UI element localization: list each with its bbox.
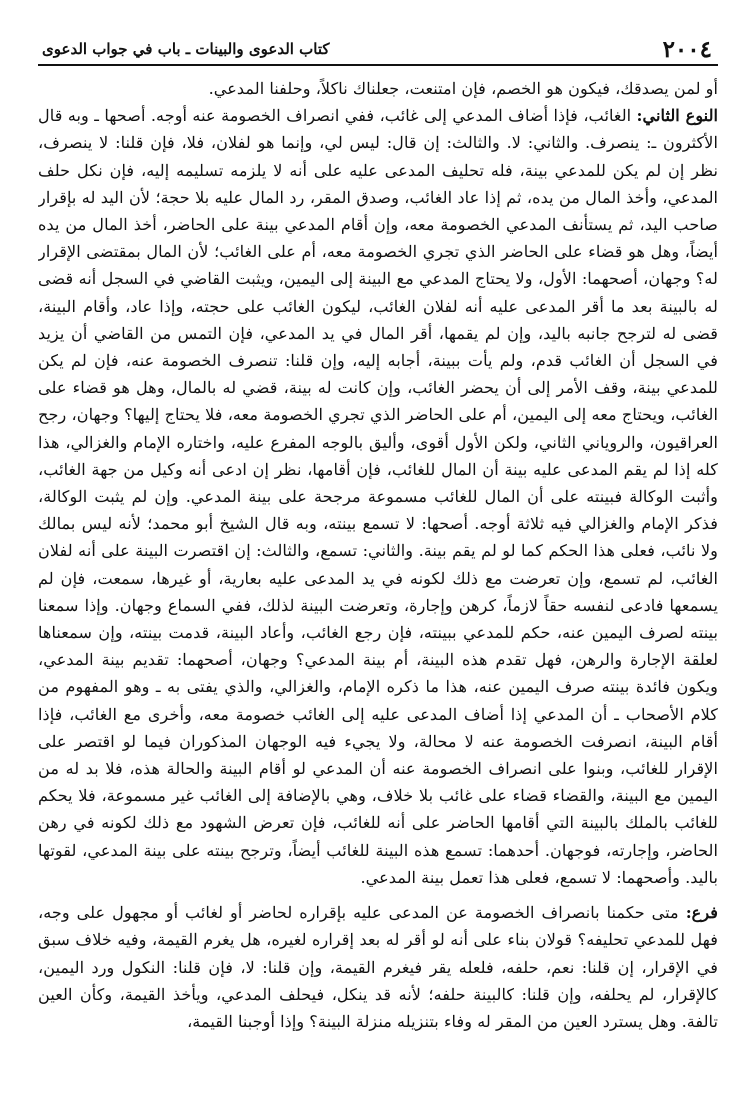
main-text xyxy=(38,75,718,1035)
branch-heading: فرع: xyxy=(685,903,718,923)
section-heading-second-type: النوع الثاني: xyxy=(636,106,718,126)
page-number: ٢٠٠٤ xyxy=(662,36,712,63)
paragraph-2 xyxy=(38,102,718,891)
chapter-title: كتاب الدعوى والبينات ـ باب في جواب الدعوى xyxy=(42,40,330,58)
paragraph-3-text: متى حكمنا بانصراف الخصومة عن المدعى عليه بإقراره لحاضر أو لغائب أو مجهول على وجه، فهل للمدعي تحليفه؟ قولان بناء على أنه لو أقر له بعد إقراره لغيره، هل يغرم القيمة، وفيه خلاف سبق في الإقرار، إن قلنا: نعم، حلفه، فلعله يقر فيغرم القيمة، وإن قلنا: لا، فإن قلنا: النكول ورد اليمين، كالإقرار، لم يحلفه، وإن قلنا: كالبينة حلفه؛ لأنه قد ينكل، فيحلف المدعي، ويأخذ القيمة، وكأن العين تالفة. وهل يسترد العين من المقر له وفاء بتنزيله منزلة البينة؟ وإذا أوجبنا القيمة، xyxy=(38,903,718,1031)
book-page xyxy=(38,34,718,1089)
paragraph-1: أو لمن يصدقك، فيكون هو الخصم، فإن امتنعت، جعلناك ناكلاً، وحلفنا المدعي. xyxy=(208,79,718,98)
paragraph-2-text: الغائب، فإذا أضاف المدعي إلى غائب، ففي انصراف الخصومة عنه أوجه. أصحها ـ وبه قال الأكثرون ـ: ينصرف. والثاني: لا. والثالث: إن قال: ليس لي، وإنما هو لفلان، فلا، فإن قلنا: لا ينصرف، نظر إن لم يكن للمدعي بينة، فله تحليف المدعى عليه على أنه لا يلزمه تسليمه إليه، فإن نكل حلف المدعي، وأخذ المال من يده، ثم إذا عاد الغائب، وصدق المقر، رد المال عليه بلا حجة؛ لأن اليد له بإقرار صاحب اليد، ثم يستأنف المدعي الخصومة معه، وإن أقام المدعي بينة على الحاضر، أخذ المال من يده أيضاً، وهل هو قضاء على الحاضر الذي تجري الخصومة معه، أم على الغائب؛ لأن المال بمقتضى الإقرار له؟ وجهان، أصحهما: الأول، ولا يحتاج المدعي مع البينة إلى اليمين، ويثبت القاضي في السجل أنه قضى له بالبينة بعد ما أقر المدعى عليه أنه لفلان الغائب، ليكون الغائب على حجته، وإذا عاد، وأقام البينة، قضى له لترجح جانبه باليد، وإن لم يقمها، أقر المال في يد المدعي، فإن التمس من القاضي أن يزيد في السجل أن الغائب قدم، ولم يأت ببينة، أجابه إليه، وإن قلنا: تنصرف الخصومة عنه، فإن لم يكن للمدعي بينة، وقف الأمر إلى أن يحضر الغائب، وإن كانت له بينة، قضي له بالمال، وهل هو قضاء على الغائب، ويحتاج معه إلى اليمين، أم على الحاضر الذي تجري الخصومة معه، فلا يحتاج إليها؟ وجهان، رجح العراقيون، والروياني الثاني، ولكن الأول أقوى، وأليق بالوجه المفرع عليه، واختاره الإمام والغزالي، هذا كله إذا لم يقم المدعى عليه بينة أن المال للغائب، فإن أقامها، نظر إن ادعى أنه وكيل من جهة الغائب، وأثبت الوكالة فبينته على أن المال للغائب مسموعة مرجحة على بينة المدعي. وإن لم يثبت الوكالة، فذكر الإمام والغزالي فيه ثلاثة أوجه. أصحها: لا تسمع بينته، وبه قال الشيخ أبو محمد؛ لأنه ليس بمالك ولا نائب، فعلى هذا الحكم كما لو لم يقم بينة. والثاني: تسمع، والثالث: إن اقتصرت البينة على أنه لفلان الغائب، لم تسمع، وإن تعرضت مع ذلك لكونه في يد المدعى عليه بعارية، أو غيرها، سمعت، فإن لم يسمعها فادعى لنفسه حقاً لازماً، كرهن وإجارة، وتعرضت البينة لذلك، ففي السماع وجهان. وإذا سمعنا بينته لصرف اليمين عنه، حكم للمدعي ببينته، فإن رجع الغائب، وأعاد البينة، قدمت بينته، وإن سمعناها لعلقة الإجارة والرهن، فهل تقدم هذه البينة، أم بينة المدعي؟ وجهان، أصحهما: تقديم بينة المدعي، ويكون فائدة بينته صرف اليمين عنه، هذا ما ذكره الإمام، والغزالي، والذي يفتى به ـ وهو المفهوم من كلام الأصحاب ـ أن المدعي إذا أضاف المدعى عليه إلى الغائب خصومة معه، وأخرى مع الغائب، فإذا أقام البينة، انصرفت الخصومة عنه لا محالة، ولا يجيء فيه الوجهان المذكوران فيما لو اقتصر على الإقرار للغائب، وبنوا على انصراف الخصومة عنه أن المدعي لو أقام البينة والحالة هذه، فلا بد له من اليمين مع البينة، والقضاء قضاء على غائب بلا خلاف، وهي بالإضافة إلى الغائب غير مسموعة، فلا يحكم للغائب بالملك بالبينة التي أقامها الحاضر على أنه للغائب، فإن تعرض الشهود مع ذلك لكونه في رهن الحاضر، وإجارته، فوجهان. أحدهما: تسمع هذه البينة للغائب أيضاً، وترجح بينته على بينة المدعي، لقوتها باليد. وأصحهما: لا تسمع، فعلى هذا تعمل بينة المدعي. xyxy=(38,106,718,887)
running-header xyxy=(38,34,718,66)
paragraph-3 xyxy=(38,899,718,1035)
